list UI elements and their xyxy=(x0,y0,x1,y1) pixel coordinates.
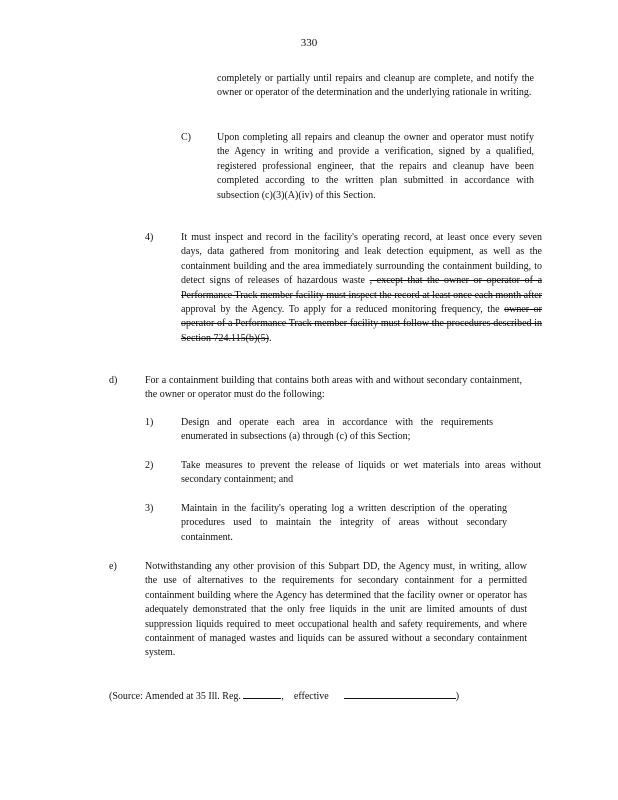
subitem-1-text: Design and operate each area in accordance with the requirements enumerated in subsections (a) through (c) of this Section; xyxy=(181,417,493,443)
item-e-label: e) xyxy=(109,561,117,572)
item-4-label: 4) xyxy=(145,232,154,243)
item-4-text-part-2: approval by the Agency. To apply for a reduced monitoring frequency, the xyxy=(181,304,500,316)
item-4-struck-text-2: owner or operator of a Performance Track member facility must follow the procedures described in Section 724.115(b)(5) xyxy=(181,304,542,344)
item-4-text xyxy=(181,231,542,346)
source-effective-label: effective xyxy=(293,691,329,702)
subitem-2-label: 2) xyxy=(145,460,154,471)
source-note xyxy=(109,688,459,704)
item-4-text-part-3: . xyxy=(268,332,272,344)
source-prefix: (Source: Amended at 35 Ill. Reg. xyxy=(109,691,241,702)
continued-paragraph: completely or partially until repairs and cleanup are complete, and notify the owner or operator of the determination and the underlying rationale in writing. xyxy=(217,73,534,99)
item-c-label: C) xyxy=(181,132,191,143)
item-d-text: For a containment building that contains both areas with and without secondary containment, the owner or operator must do the following: xyxy=(145,375,522,401)
item-c-text: Upon completing all repairs and cleanup the owner and operator must notify the Agency in writing and provide a verification, signed by a qualified, registered professional engineer, that the repairs and cleanup have been completed according to the written plan submitted in accordance with subsection (c)(3)(A)(iv) of this Section. xyxy=(217,132,534,201)
source-comma: , xyxy=(281,691,284,702)
subitem-2-text: Take measures to prevent the release of liquids or wet materials into areas without secondary containment; and xyxy=(181,460,541,486)
register-volume-blank xyxy=(243,688,281,699)
source-close-paren: ) xyxy=(455,691,460,702)
page-number: 330 xyxy=(300,37,318,49)
subitem-1-label: 1) xyxy=(145,417,154,428)
effective-date-blank xyxy=(344,688,456,699)
item-e-text: Notwithstanding any other provision of this Subpart DD, the Agency must, in writing, allow the use of alternatives to the requirements for secondary containment for a permitted containment building where the Agency has determined that the facility owner or operator has adequately demonstrated that the only free liquids in the unit are limited amounts of dust suppression liquids required to meet occupational health and safety requirements, and where containment of managed wastes and liquids can be assured without a secondary containment system. xyxy=(145,561,527,659)
item-4-struck-text-1: , except that the owner or operator of a Performance Track member facility must inspect the record at least once each month after xyxy=(181,275,543,301)
item-d-label: d) xyxy=(109,375,118,386)
subitem-3-label: 3) xyxy=(145,503,154,514)
item-4-text-part-1: It must inspect and record in the facility's operating record, at least once every seven days, data gathered from monitoring and leak detection equipment, as well as the containment building and the area immediately surrounding the containment building, to detect signs of releases of hazardous waste xyxy=(181,232,542,287)
subitem-3-text: Maintain in the facility's operating log a written description of the operating procedures used to maintain the integrity of areas without secondary containment. xyxy=(181,503,507,543)
